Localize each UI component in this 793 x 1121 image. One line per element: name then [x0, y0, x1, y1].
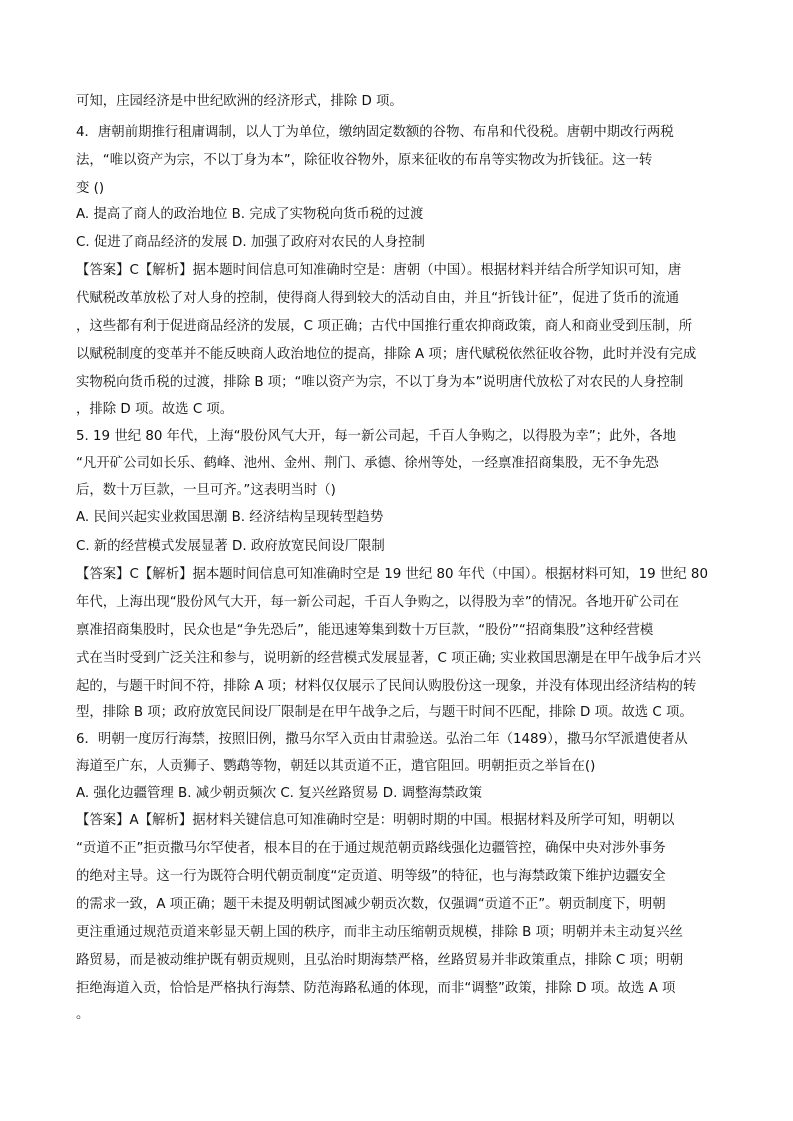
text-line: “贡道不正”拒贡撒马尔罕使者，根本目的在于通过规范朝贡路线强化边疆管控，确保中央对涉外事务 — [76, 841, 666, 856]
text-line: ，排除 D 项。故选 C 项。 — [76, 402, 234, 417]
question-4-options-ab: A. 提高了商人的政治地位 B. 完成了实物税向货币税的过渡 — [76, 207, 424, 222]
text-line: ，这些都有利于促进商品经济的发展，C 项正确；古代中国推行重农抑商政策，商人和商业受到压制，所 — [76, 319, 693, 334]
text-line: “凡开矿公司如长乐、鹤峰、池州、金州、荆门、承德、徐州等处，一经禀准招商集股，无不争先恐 — [76, 456, 659, 471]
question-5-options-cd: C. 新的经营模式发展显著 D. 政府放宽民间设厂限制 — [76, 539, 385, 554]
question-5-answer: 【答案】C【解析】据本题时间信息可知准确时空是 19 世纪 80 年代（中国）。根据材料可知，19 世纪 80 — [76, 567, 708, 582]
text-line: 路贸易，而是被动维护既有朝贡规则，且弘治时期海禁严格，丝路贸易并非政策重点，排除 C 项；明朝 — [76, 953, 684, 968]
text-line: 式在当时受到广泛关注和参与，说明新的经营模式发展显著，C 项正确; 实业救国思潮是在甲午战争后才兴 — [76, 651, 701, 666]
text-line: 变 () — [76, 181, 105, 196]
question-6-answer: 【答案】A【解析】据材料关键信息可知准确时空是：明朝时期的中国。根据材料及所学可知，明朝以 — [76, 813, 675, 828]
text-line: 后，数十万巨款，一旦可齐。”这表明当时（) — [76, 483, 336, 498]
text-line: 禀准招商集股时，民众也是“争先恐后”，能迅速筹集到数十万巨款，“股份”“招商集股”这种经营模 — [76, 623, 654, 638]
text-line: 可知，庄园经济是中世纪欧洲的经济形式，排除 D 项。 — [76, 94, 403, 109]
text-line: 年代，上海出现“股份风气大开，每一新公司起，千百人争购之，以得股为幸”的情况。各地开矿公司在 — [76, 595, 680, 610]
question-4-options-cd: C. 促进了商品经济的发展 D. 加强了政府对农民的人身控制 — [76, 235, 425, 250]
text-line: 法，“唯以资产为宗，不以丁身为本”，除征收谷物外，原来征收的布帛等实物改为折钱征。这一转 — [76, 153, 653, 168]
question-4-answer: 【答案】C【解析】据本题时间信息可知准确时空是：唐朝（中国）。根据材料并结合所学知识可知，唐 — [76, 263, 682, 278]
text-line: 。 — [76, 1007, 90, 1022]
text-line: 海道至广东，人贡狮子、鹦鹉等物，朝廷以其贡道不正，遣官阻回。明朝拒贡之举旨在() — [76, 759, 596, 774]
question-5-stem: 5. 19 世纪 80 年代，上海“股份风气大开，每一新公司起，千百人争购之，以得股为幸”；此外，各地 — [76, 429, 676, 444]
text-line: 实物税向货币税的过渡，排除 B 项；“唯以资产为宗，不以丁身为本”说明唐代放松了对农民的人身控制 — [76, 375, 684, 390]
question-6-options: A. 强化边疆管理 B. 减少朝贡频次 C. 复兴丝路贸易 D. 调整海禁政策 — [76, 786, 482, 801]
text-line: 以赋税制度的变革并不能反映商人政治地位的提高，排除 A 项；唐代赋税依然征收谷物，此时并没有完成 — [76, 347, 697, 362]
question-4-stem: 4．唐朝前期推行租庸调制，以人丁为单位，缴纳固定数额的谷物、布帛和代役税。唐朝中期改行两税 — [76, 125, 674, 140]
text-line: 的需求一致，A 项正确；题干未提及明朝试图减少朝贡次数，仅强调“贡道不正”。朝贡制度下，明朝 — [76, 897, 666, 912]
text-line: 的绝对主导。这一行为既符合明代朝贡制度“定贡道、明等级”的特征，也与海禁政策下维护边疆安全 — [76, 869, 666, 884]
question-5-options-ab: A. 民间兴起实业救国思潮 B. 经济结构呈现转型趋势 — [76, 510, 384, 525]
text-line: 型，排除 B 项；政府放宽民间设厂限制是在甲午战争之后，与题干时间不匹配，排除 D 项。故选 C 项。 — [76, 705, 693, 720]
text-line: 起的，与题干时间不符，排除 A 项；材料仅仅展示了民间认购股份这一现象，并没有体现出经济结构的转 — [76, 679, 697, 694]
question-6-stem: 6．明朝一度厉行海禁，按照旧例，撒马尔罕入贡由甘肃验送。弘治二年（1489），撒马尔罕派遣使者从 — [76, 732, 688, 747]
text-line: 代赋税改革放松了对人身的控制，使得商人得到较大的活动自由，并且“折钱计征”，促进了货币的流通 — [76, 291, 680, 306]
text-line: 更注重通过规范贡道来彰显天朝上国的秩序，而非主动压缩朝贡规模，排除 B 项；明朝并未主动复兴丝 — [76, 925, 683, 940]
text-line: 拒绝海道入贡，恰恰是严格执行海禁、防范海路私通的体现，而非“调整”政策，排除 D 项。故选 A 项 — [76, 981, 676, 996]
